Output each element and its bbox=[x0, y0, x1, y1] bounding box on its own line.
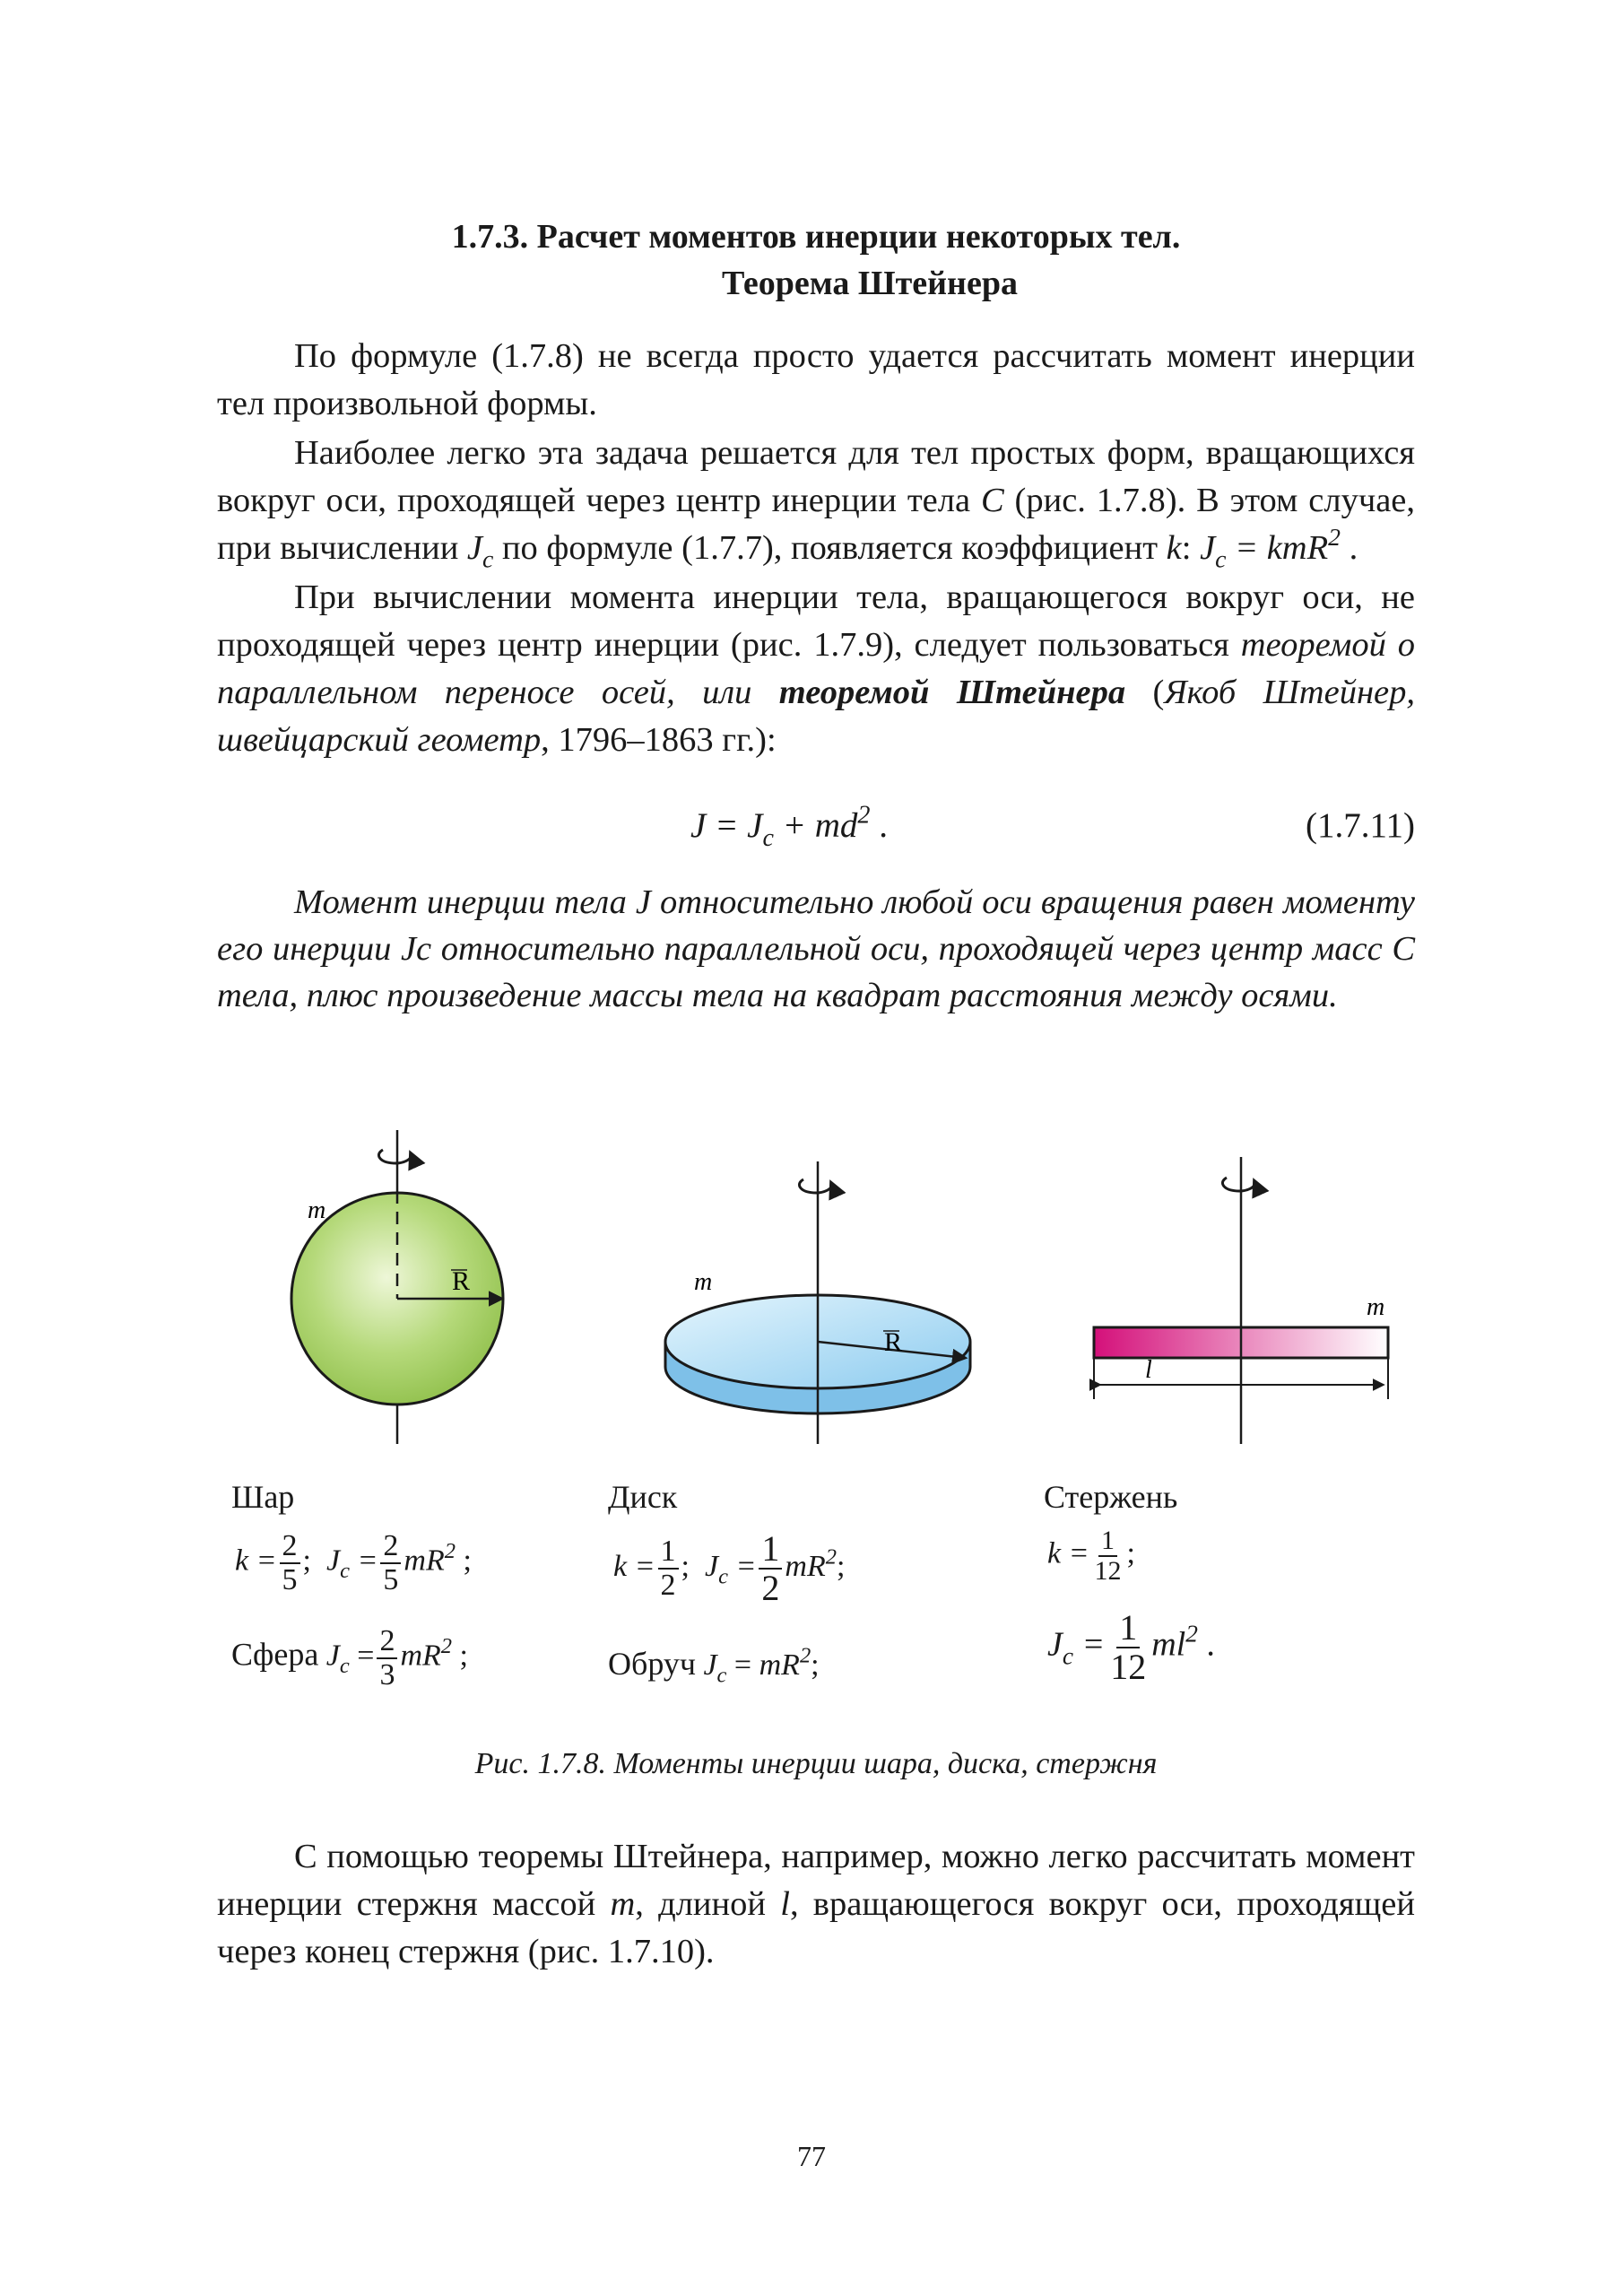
sphere-mass-label: m bbox=[308, 1196, 326, 1224]
eq-equals: = bbox=[706, 806, 748, 845]
ball-sup: 2 bbox=[444, 1539, 456, 1564]
ball-k-frac bbox=[280, 1530, 300, 1596]
rod-rest: ml bbox=[1151, 1625, 1186, 1664]
p4-text2: , длиной bbox=[635, 1885, 781, 1923]
hoop-rest: mR bbox=[759, 1648, 800, 1682]
disk-frac bbox=[759, 1530, 782, 1607]
jc-inline bbox=[466, 529, 494, 573]
disk-mass-label: m bbox=[694, 1268, 713, 1296]
rod-frac bbox=[1107, 1609, 1149, 1686]
rod-sup: 2 bbox=[1185, 1620, 1198, 1648]
figure-caption: Рис. 1.7.8. Моменты инерции шара, диска, стержня bbox=[474, 1747, 1158, 1780]
eq-sup: 2 bbox=[857, 801, 871, 830]
p3-italic2: или bbox=[702, 674, 752, 711]
jc-sub: c bbox=[482, 544, 494, 573]
kf-sub: c bbox=[1215, 544, 1227, 573]
rod-length-label: l bbox=[1145, 1356, 1152, 1384]
p3-open: ( bbox=[1125, 674, 1165, 711]
ball-k: k bbox=[235, 1544, 249, 1578]
p3-mid: , bbox=[666, 674, 703, 711]
sphere-frac-num: 2 bbox=[377, 1625, 397, 1659]
p4-m: m bbox=[610, 1885, 636, 1923]
heading-line-2: Теорема Штейнера bbox=[722, 265, 1018, 302]
figure-bodies bbox=[0, 1112, 1623, 1444]
sphere-frac-den: 3 bbox=[379, 1657, 395, 1692]
theorem-statement bbox=[217, 879, 1415, 1019]
eq-dot: . bbox=[870, 806, 888, 845]
hoop-jc-sub: c bbox=[716, 1663, 727, 1688]
p3-italic4: швейцарский геометр bbox=[217, 721, 542, 759]
hoop-formula: Обруч $J_c = mR^2$; bbox=[608, 1643, 820, 1688]
disk-title: Диск bbox=[608, 1479, 678, 1515]
ball-formula: k = $\frac{2}{5}$ ; $J_c$ = $\frac{2}{5}$ $mR^2$ ; bbox=[235, 1529, 472, 1596]
equation-1-7-11 bbox=[217, 801, 1415, 856]
sphere-name: Сфера bbox=[231, 1636, 319, 1673]
paragraph-1: По формуле (1.7.8) не всегда просто удается рассчитать момент инерции тел произвольной формы. bbox=[217, 337, 1415, 422]
p2-text3: по формуле (1.7.7), появляется коэффициент bbox=[493, 529, 1167, 567]
sphere-formula: Сфера $J_c$ = $\frac{2}{3}$ $mR^2$ ; bbox=[231, 1624, 468, 1692]
page-number: 77 bbox=[797, 2140, 826, 2172]
p3-space bbox=[751, 674, 778, 711]
ball-frac-den: 5 bbox=[383, 1562, 399, 1596]
disk-radius-label: R bbox=[884, 1327, 903, 1357]
equation-body bbox=[690, 801, 888, 852]
sphere-radius-label: R bbox=[452, 1266, 471, 1296]
sphere-sup: 2 bbox=[440, 1634, 453, 1659]
rod-jc-formula: $J_c$ = $\frac{1}{12}$ $ml^2$ . bbox=[1047, 1607, 1215, 1687]
p4-text: С помощью теоремы Штейнера, например, можно легко рассчитать момент инерции стержня массой bbox=[217, 1838, 1415, 1923]
disk-frac-num: 1 bbox=[759, 1530, 782, 1570]
ball-k-num: 2 bbox=[280, 1530, 300, 1564]
rod-figure bbox=[1094, 1157, 1388, 1444]
rod-frac-num: 1 bbox=[1116, 1609, 1140, 1648]
sphere-rest: mR bbox=[400, 1639, 441, 1673]
k-formula bbox=[1200, 522, 1341, 573]
p3-comma: , bbox=[1406, 674, 1416, 711]
disk-figure bbox=[665, 1161, 970, 1444]
c-symbol: C bbox=[980, 482, 1004, 519]
disk-rotation-arrow bbox=[799, 1179, 831, 1193]
sphere-frac bbox=[377, 1625, 397, 1691]
paragraph-3 bbox=[217, 574, 1415, 764]
rod-k-frac bbox=[1092, 1526, 1124, 1585]
disk-formula: k = $\frac{1}{2}$ ; $J_c$ = $\frac{1}{2}$ $mR^2$; bbox=[613, 1528, 846, 1608]
eq-j: J bbox=[690, 806, 707, 845]
disk-frac-den: 2 bbox=[761, 1568, 780, 1608]
body-block-1 bbox=[217, 333, 1415, 764]
p3-tail: , 1796–1863 гг.): bbox=[541, 721, 777, 759]
heading-line-1: 1.7.3. Расчет моментов инерции некоторых тел. bbox=[451, 218, 1181, 256]
p3-text: При вычислении момента инерции тела, вращающегося вокруг оси, не проходящей через центр инерции (рис. 1.7.9), следует пользоваться bbox=[217, 578, 1415, 664]
paragraph-2 bbox=[217, 430, 1415, 572]
rod-mass-label: m bbox=[1367, 1293, 1385, 1321]
rod-k-num: 1 bbox=[1098, 1526, 1117, 1557]
p4-text3: , вращающегося вокруг оси, проходящей через конец стержня (рис. 1.7.10). bbox=[217, 1885, 1415, 1970]
disk-k-frac bbox=[658, 1535, 679, 1601]
sphere-jc-sub: c bbox=[339, 1654, 350, 1679]
eq-plus: + md bbox=[773, 806, 858, 845]
rod-jc-sub: c bbox=[1062, 1642, 1074, 1670]
rod-k: k bbox=[1047, 1536, 1062, 1570]
p3-italic3: Якоб Штейнер bbox=[1164, 674, 1407, 711]
ball-rest: mR bbox=[404, 1544, 445, 1578]
equation-number: (1.7.11) bbox=[1305, 806, 1415, 845]
disk-k: k bbox=[613, 1549, 628, 1583]
disk-k-den: 2 bbox=[660, 1569, 676, 1602]
disk-k-num: 1 bbox=[658, 1535, 679, 1570]
p4-l: l bbox=[780, 1885, 790, 1923]
disk-sup: 2 bbox=[825, 1544, 837, 1570]
kf-sup: 2 bbox=[1328, 522, 1341, 551]
body-block-2 bbox=[217, 1833, 1415, 1976]
statement-text: Момент инерции тела J относительно любой оси вращения равен моменту его инерции Jc относительно параллельной оси, проходящей через центр масс C тела, плюс произведение массы тела на квадрат расстояния между осями. bbox=[217, 883, 1415, 1014]
k-symbol: k bbox=[1166, 529, 1182, 567]
sphere-figure bbox=[291, 1130, 503, 1444]
ball-jc: J bbox=[326, 1544, 341, 1578]
hoop-sup: 2 bbox=[799, 1643, 812, 1668]
jc-j: J bbox=[466, 529, 483, 567]
section-heading bbox=[215, 213, 1417, 307]
p2-colon: : bbox=[1181, 529, 1201, 567]
rod-rotation-arrow bbox=[1222, 1178, 1254, 1191]
disk-jc-sub: c bbox=[718, 1564, 728, 1589]
ball-title: Шар bbox=[231, 1479, 295, 1515]
ball-frac bbox=[380, 1530, 401, 1596]
sphere-rotation-arrow bbox=[378, 1150, 411, 1163]
rod-title: Стержень bbox=[1044, 1479, 1178, 1515]
ball-k-den: 5 bbox=[282, 1562, 298, 1596]
hoop-jc: J bbox=[703, 1648, 717, 1682]
rod-jc: J bbox=[1047, 1625, 1063, 1664]
ball-jc-sub: c bbox=[340, 1559, 350, 1584]
eq-jc: J bbox=[747, 806, 763, 845]
disk-jc: J bbox=[705, 1549, 719, 1583]
hoop-name: Обруч bbox=[608, 1646, 696, 1682]
kf-rhs: = kmR bbox=[1226, 529, 1329, 567]
ball-frac-num: 2 bbox=[380, 1530, 401, 1564]
rod-k-den: 12 bbox=[1094, 1555, 1122, 1586]
kf-j: J bbox=[1200, 529, 1216, 567]
disk-rest: mR bbox=[785, 1549, 826, 1583]
p3-italic1: теоремой о параллельном переносе осей bbox=[217, 626, 1415, 711]
paragraph-4 bbox=[217, 1833, 1415, 1976]
rod-frac-den: 12 bbox=[1110, 1647, 1147, 1687]
p2-text: Наиболее легко эта задача решается для тел простых форм, вращающихся вокруг оси, проходящей через центр инерции тела bbox=[217, 434, 1415, 519]
rod-k-formula: k = $\frac{1}{12}$ ; bbox=[1047, 1526, 1135, 1586]
eq-jc-sub: c bbox=[762, 823, 774, 852]
p2-text2: (рис. 1.7.8). В этом случае, при вычислении bbox=[217, 482, 1416, 567]
sphere-jc: J bbox=[325, 1639, 340, 1673]
p2-end: . bbox=[1340, 529, 1358, 567]
steiner-theorem-term: теоремой Штейнера bbox=[778, 674, 1126, 711]
